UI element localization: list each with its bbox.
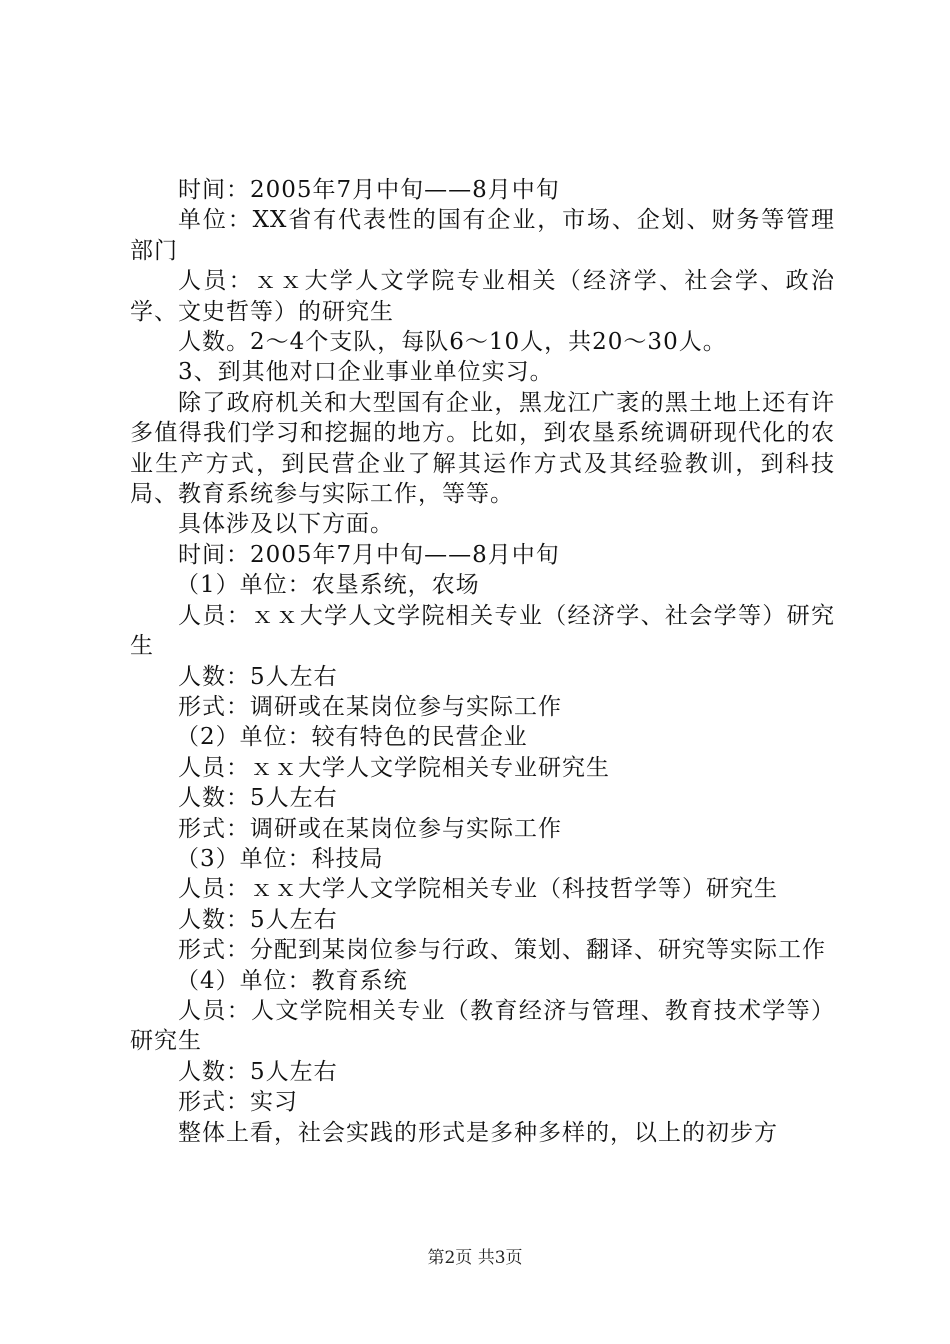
paragraph: 单位：XX省有代表性的国有企业，市场、企划、财务等管理部门 xyxy=(130,207,835,264)
paragraph: 具体涉及以下方面。 xyxy=(178,511,394,538)
paragraph: （2）单位：较有特色的民营企业 xyxy=(176,724,528,751)
paragraph: 人数。2～4个支队，每队6～10人，共20～30人。 xyxy=(178,329,727,356)
paragraph: 形式：调研或在某岗位参与实际工作 xyxy=(178,815,562,842)
document-body xyxy=(130,175,835,1148)
page-footer: 第2页 共3页 xyxy=(427,1248,523,1268)
paragraph: 整体上看，社会实践的形式是多种多样的，以上的初步方 xyxy=(178,1119,778,1146)
paragraph: （4）单位：教育系统 xyxy=(176,967,408,994)
paragraph: 人员：ｘｘ大学人文学院相关专业（科技哲学等）研究生 xyxy=(178,876,778,903)
paragraph: 3、到其他对口企业事业单位实习。 xyxy=(178,359,554,386)
paragraph: （1）单位：农垦系统，农场 xyxy=(176,572,480,599)
paragraph: 人员：人文学院相关专业（教育经济与管理、教育技术学等）研究生 xyxy=(130,997,835,1055)
paragraph: 人数：5人左右 xyxy=(178,906,338,933)
paragraph: 人员：ｘｘ大学人文学院专业相关（经济学、社会学、政治学、文史哲等）的研究生 xyxy=(130,268,835,325)
paragraph: （3）单位：科技局 xyxy=(176,845,384,872)
paragraph: 时间：2005年7月中旬——8月中旬 xyxy=(178,177,560,203)
paragraph: 除了政府机关和大型国有企业，黑龙江广袤的黑土地上还有许多值得我们学习和挖掘的地方。比如，到农垦系统调研现代化的农业生产方式，到民营企业了解其运作方式及其经验教训，到科技局、教育系统参与实际工作，等等。 xyxy=(130,389,835,508)
paragraph: 形式：调研或在某岗位参与实际工作 xyxy=(178,693,562,720)
paragraph: 人数：5人左右 xyxy=(178,663,338,690)
paragraph: 形式：分配到某岗位参与行政、策划、翻译、研究等实际工作 xyxy=(178,937,826,964)
paragraph: 人数：5人左右 xyxy=(178,785,338,812)
paragraph: 人员：ｘｘ大学人文学院相关专业研究生 xyxy=(178,754,610,781)
paragraph: 时间：2005年7月中旬——8月中旬 xyxy=(178,541,560,568)
paragraph: 形式：实习 xyxy=(178,1089,298,1116)
paragraph: 人数：5人左右 xyxy=(178,1058,338,1085)
paragraph: 人员：ｘｘ大学人文学院相关专业（经济学、社会学等）研究生 xyxy=(130,602,835,660)
